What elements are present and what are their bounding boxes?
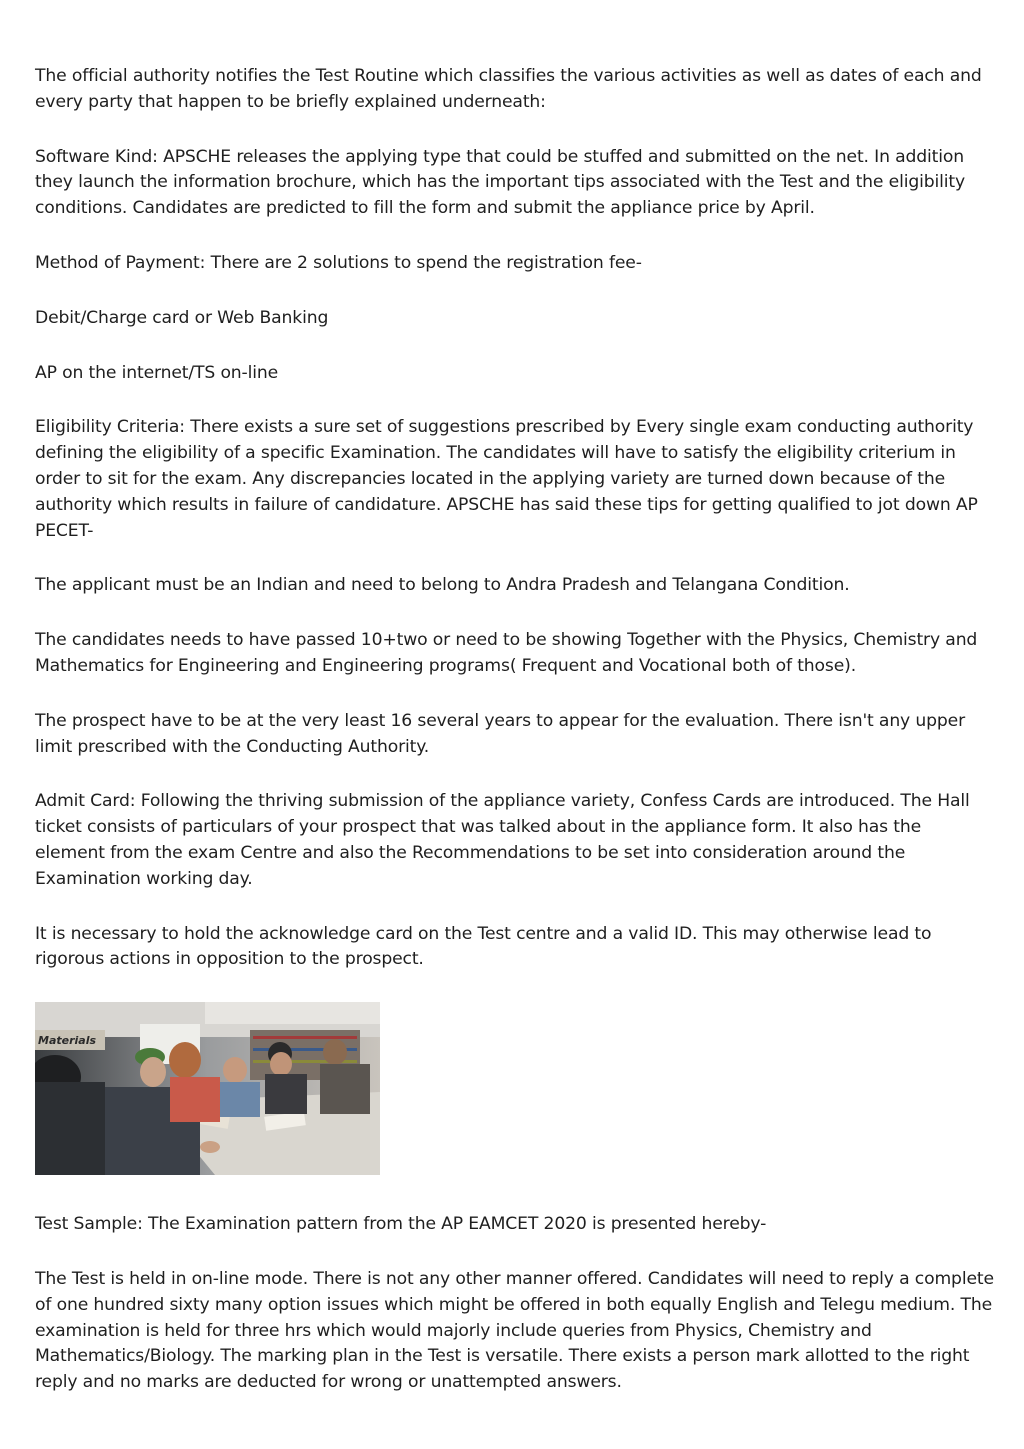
paragraph-admit-card: Admit Card: Following the thriving submission of the appliance variety, Confess Cards are introduced. The Hall ticket consists of particulars of your prospect that was talked about in the appliance form. It also has the element from the exam Centre and also the Recommendations to be set into consideration around the Examination working day. (35, 791, 970, 889)
materials-sign: Materials (38, 1034, 97, 1048)
article-body (35, 64, 995, 1425)
paragraph-eligibility-nationality: The applicant must be an Indian and need to belong to Andra Pradesh and Telangana Condition. (35, 575, 850, 596)
paragraph-eligibility-criteria: Eligibility Criteria: There exists a sure set of suggestions prescribed by Every single exam conducting authority defining the eligibility of a specific Examination. The candidates will have to satisfy the eligibility criterium in order to sit for the exam. Any discrepancies located in the applying variety are turned down because of the authority which results in failure of candidature. APSCHE has said these tips for getting qualified to jot down AP PECET- (35, 417, 978, 541)
paragraph-eligibility-age: The prospect have to be at the very least 16 several years to appear for the evaluation. There isn't any upper limit prescribed with the Conducting Authority. (35, 710, 965, 757)
paragraph-eligibility-qualification: The candidates needs to have passed 10+two or need to be showing Together with the Physics, Chemistry and Mathematics for Engineering and Engineering programs( Frequent and Vocational both of those). (35, 630, 978, 676)
paragraph-admit-card-requirement: It is necessary to hold the acknowledge card on the Test centre and a valid ID. This may otherwise lead to rigorous actions in opposition to the prospect. (35, 923, 932, 970)
paragraph-schedule-intro: The official authority notifies the Test Routine which classifies the various activities as well as dates of each and every party that happen to be briefly explained underneath: (35, 66, 982, 112)
paragraph-test-pattern: Test Sample: The Examination pattern from the AP EAMCET 2020 is presented hereby- (35, 1214, 767, 1235)
paragraph-payment-option-card: Debit/Charge card or Web Banking (35, 307, 329, 328)
students-studying-photo (35, 1002, 380, 1175)
paragraph-application-form: Software Kind: APSCHE releases the applying type that could be stuffed and submitted on the net. In addition they launch the information brochure, which has the important tips associated with the Test and the eligibility conditions. Candidates are predicted to fill the form and submit the appliance price by April. (35, 146, 965, 219)
paragraph-payment-option-online: AP on the internet/TS on-line (35, 362, 279, 383)
paragraph-test-details: The Test is held in on-line mode. There is not any other manner offered. Candidates will need to reply a complete of one hundred sixty many option issues which might be offered in both equally English and Telegu medium. The examination is held for three hrs which would majorly include queries from Physics, Chemistry and Mathematics/Biology. The marking plan in the Test is versatile. There exists a person mark allotted to the right reply and no marks are deducted for wrong or unattempted answers. (35, 1268, 994, 1393)
photo-illustration (35, 1002, 380, 1175)
paragraph-payment-method: Method of Payment: There are 2 solutions to spend the registration fee- (35, 252, 642, 273)
